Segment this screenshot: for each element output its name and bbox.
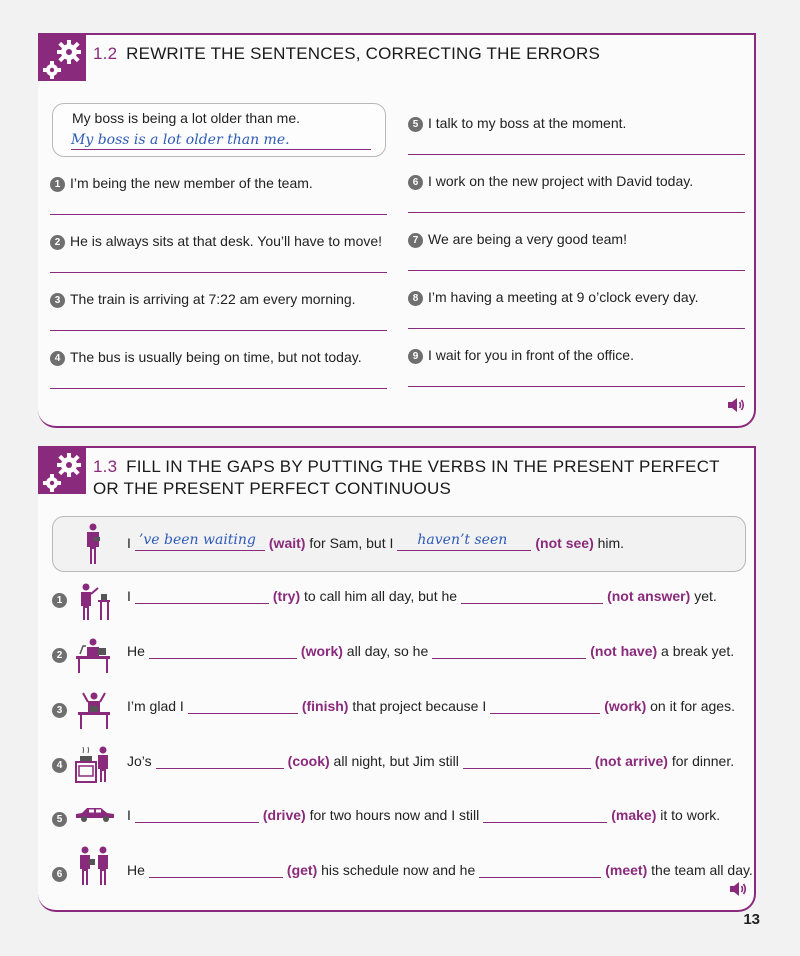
item-text: He is always sits at that desk. You’ll have to move! bbox=[70, 233, 383, 249]
verb-cue: (not have) bbox=[590, 643, 658, 659]
gears-icon bbox=[38, 448, 86, 494]
item-number: 2 bbox=[50, 235, 65, 250]
verb-cue: (get) bbox=[286, 862, 318, 878]
text-segment: I bbox=[127, 807, 131, 823]
item-number: 2 bbox=[52, 648, 67, 663]
example-gap bbox=[135, 532, 265, 551]
answer-gap[interactable] bbox=[149, 862, 283, 878]
exercise-panel-1-2 bbox=[38, 33, 756, 428]
sentence-item bbox=[50, 174, 313, 192]
gap-sentence bbox=[127, 643, 734, 659]
gap-sentence bbox=[127, 588, 717, 604]
text-segment: on it for ages. bbox=[650, 698, 735, 714]
text-segment: yet. bbox=[694, 588, 717, 604]
page-number: 13 bbox=[743, 911, 760, 928]
verb-cue: (meet) bbox=[605, 862, 648, 878]
person-celebrating-icon bbox=[76, 688, 112, 730]
sentence-item bbox=[50, 232, 382, 250]
answer-gap[interactable] bbox=[483, 807, 607, 823]
item-number: 5 bbox=[52, 812, 67, 827]
person-at-desk-icon bbox=[74, 634, 112, 674]
verb-cue: (cook) bbox=[287, 753, 330, 769]
verb-cue: (not see) bbox=[535, 535, 594, 551]
item-number: 5 bbox=[408, 117, 423, 132]
answer-line[interactable] bbox=[408, 212, 745, 213]
section-number: 1.2 bbox=[93, 44, 118, 63]
gap-sentence bbox=[127, 807, 720, 823]
item-number: 6 bbox=[408, 175, 423, 190]
sentence-item bbox=[50, 290, 356, 308]
section-title bbox=[93, 43, 600, 65]
answer-gap[interactable] bbox=[490, 698, 600, 714]
verb-cue: (wait) bbox=[268, 535, 306, 551]
sentence-item bbox=[408, 114, 626, 132]
text-segment: Jo’s bbox=[127, 753, 152, 769]
example-gap bbox=[397, 532, 531, 551]
answer-gap[interactable] bbox=[461, 588, 603, 604]
item-number: 3 bbox=[50, 293, 65, 308]
speaker-icon[interactable] bbox=[728, 880, 748, 898]
item-text: I’m having a meeting at 9 o’clock every day. bbox=[428, 289, 699, 305]
item-text: The train is arriving at 7:22 am every morning. bbox=[70, 291, 356, 307]
answer-gap[interactable] bbox=[479, 862, 601, 878]
answer-gap[interactable] bbox=[188, 698, 298, 714]
text-segment: He bbox=[127, 643, 145, 659]
answer-line[interactable] bbox=[50, 272, 387, 273]
text-segment: the team all day. bbox=[651, 862, 753, 878]
item-text: I work on the new project with David today. bbox=[428, 173, 694, 189]
text-segment: him. bbox=[597, 535, 625, 551]
verb-cue: (work) bbox=[300, 643, 343, 659]
section-heading-line2: OR THE PRESENT PERFECT CONTINUOUS bbox=[93, 479, 451, 498]
person-cooking-icon bbox=[74, 744, 112, 784]
item-number: 8 bbox=[408, 291, 423, 306]
item-text: I wait for you in front of the office. bbox=[428, 347, 634, 363]
text-segment: all day, so he bbox=[346, 643, 429, 659]
item-text: I’m being the new member of the team. bbox=[70, 175, 313, 191]
handwritten-answer: haven’t seen bbox=[417, 532, 508, 548]
answer-gap[interactable] bbox=[149, 643, 297, 659]
answer-gap[interactable] bbox=[463, 753, 591, 769]
item-text: The bus is usually being on time, but not today. bbox=[70, 349, 362, 365]
sentence-item bbox=[50, 348, 362, 366]
example-answer: My boss is a lot older than me. bbox=[71, 132, 371, 150]
example-sentence: My boss is being a lot older than me. bbox=[72, 110, 301, 126]
text-segment: it to work. bbox=[660, 807, 721, 823]
example-sentence bbox=[127, 532, 625, 551]
section-heading: FILL IN THE GAPS BY PUTTING THE VERBS IN THE PRESENT PERFECT bbox=[126, 457, 720, 476]
section-heading: REWRITE THE SENTENCES, CORRECTING THE ERRORS bbox=[126, 44, 600, 63]
text-segment: He bbox=[127, 862, 145, 878]
answer-line[interactable] bbox=[408, 270, 745, 271]
item-number: 6 bbox=[52, 867, 67, 882]
section-number: 1.3 bbox=[93, 457, 118, 476]
item-text: I talk to my boss at the moment. bbox=[428, 115, 627, 131]
text-segment: all night, but Jim still bbox=[333, 753, 459, 769]
person-on-phone-icon bbox=[76, 582, 112, 622]
answer-gap[interactable] bbox=[156, 753, 284, 769]
text-segment: for dinner. bbox=[671, 753, 735, 769]
handwritten-answer: ’ve been waiting bbox=[138, 532, 256, 548]
answer-line[interactable] bbox=[50, 330, 387, 331]
verb-cue: (drive) bbox=[262, 807, 306, 823]
text-segment: I bbox=[127, 535, 131, 551]
verb-cue: (not answer) bbox=[607, 588, 691, 604]
text-segment: that project because I bbox=[352, 698, 487, 714]
car-icon bbox=[74, 806, 116, 824]
answer-line[interactable] bbox=[408, 154, 745, 155]
verb-cue: (try) bbox=[272, 588, 301, 604]
two-people-meeting-icon bbox=[76, 845, 112, 887]
gap-sentence bbox=[127, 862, 753, 878]
answer-gap[interactable] bbox=[135, 588, 269, 604]
gap-sentence bbox=[127, 753, 734, 769]
answer-line[interactable] bbox=[408, 386, 745, 387]
text-segment: I bbox=[127, 588, 131, 604]
speaker-icon[interactable] bbox=[726, 396, 746, 414]
text-segment: a break yet. bbox=[661, 643, 735, 659]
sentence-item bbox=[408, 288, 699, 306]
sentence-item bbox=[408, 172, 693, 190]
item-number: 1 bbox=[50, 177, 65, 192]
item-number: 3 bbox=[52, 703, 67, 718]
item-number: 4 bbox=[50, 351, 65, 366]
text-segment: I’m glad I bbox=[127, 698, 184, 714]
item-number: 9 bbox=[408, 349, 423, 364]
text-segment: for two hours now and I still bbox=[309, 807, 480, 823]
item-number: 4 bbox=[52, 758, 67, 773]
item-text: We are being a very good team! bbox=[428, 231, 627, 247]
person-icon bbox=[83, 523, 103, 565]
text-segment: to call him all day, but he bbox=[304, 588, 458, 604]
gears-icon bbox=[38, 35, 86, 81]
exercise-panel-1-3 bbox=[38, 446, 756, 912]
sentence-item bbox=[408, 346, 634, 364]
verb-cue: (work) bbox=[604, 698, 647, 714]
answer-gap[interactable] bbox=[432, 643, 586, 659]
text-segment: for Sam, but I bbox=[309, 535, 394, 551]
answer-line[interactable] bbox=[50, 388, 387, 389]
item-number: 1 bbox=[52, 593, 67, 608]
text-segment: his schedule now and he bbox=[321, 862, 476, 878]
gap-sentence bbox=[127, 698, 735, 714]
verb-cue: (finish) bbox=[301, 698, 349, 714]
example-box bbox=[52, 103, 386, 157]
answer-line[interactable] bbox=[50, 214, 387, 215]
answer-gap[interactable] bbox=[135, 807, 259, 823]
sentence-item bbox=[408, 230, 627, 248]
item-number: 7 bbox=[408, 233, 423, 248]
verb-cue: (make) bbox=[611, 807, 657, 823]
answer-line[interactable] bbox=[408, 328, 745, 329]
verb-cue: (not arrive) bbox=[594, 753, 668, 769]
section-title bbox=[93, 456, 720, 500]
example-box bbox=[52, 516, 746, 572]
